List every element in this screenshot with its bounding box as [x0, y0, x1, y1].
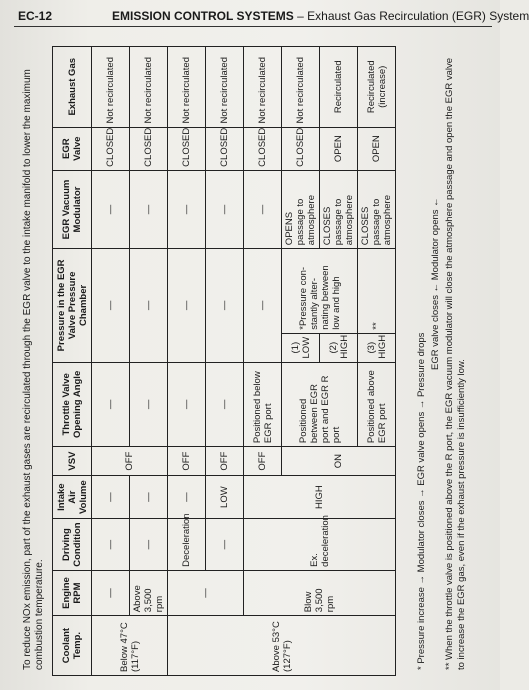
col-vsv: VSV — [53, 447, 92, 476]
cell-double-star: ** — [358, 249, 396, 334]
cell-dash: — — [92, 476, 130, 519]
cell-above-temp: Above 53°C (127°F) — [168, 616, 396, 676]
page-number: EC-12 — [18, 9, 53, 23]
cell-recirculated: Recirculated — [320, 47, 358, 128]
cell-egr-closed: CLOSED — [130, 127, 168, 170]
footnote-double-star: ** When the throttle valve is positioned above the R port, the EGR vacuum modulator will close the atmosphere passage and open the EGR valve to increase the EGR gas, even if the exhaust pressure is insufficiently low. — [444, 57, 467, 670]
section-title-main: EMISSION CONTROL SYSTEMS — [112, 9, 294, 23]
table-row — [244, 47, 282, 676]
intro-paragraph: To reduce NOx emission, part of the exhaust gases are recirculated through the EGR valve to the intake manifold to lower the maximum combustion temperature. — [22, 69, 45, 670]
cell-throttle-above: Positioned above EGR port — [358, 362, 396, 447]
cell-egr-closed: CLOSED — [168, 127, 206, 170]
cell-modulator-opens: OPENS passage to atmosphere — [282, 170, 320, 248]
col-engine-rpm: Engine RPM — [53, 570, 92, 615]
cell-not-recirculated: Not recirculated — [244, 47, 282, 128]
col-driving-condition: Driving Condition — [53, 519, 92, 571]
cell-egr-closed: CLOSED — [206, 127, 244, 170]
cell-dash: — — [130, 362, 168, 447]
cell-egr-open: OPEN — [320, 127, 358, 170]
table-row — [130, 47, 168, 676]
cell-recirculated-increase: Recirculated (increase) — [358, 47, 396, 128]
cell-deceleration: Deceleration — [168, 519, 206, 571]
cell-vsv-off: OFF — [244, 447, 282, 476]
col-intake-air-volume: Intake Air Volume — [53, 476, 92, 519]
cell-not-recirculated: Not recirculated — [92, 47, 130, 128]
cell-dash: — — [92, 570, 130, 615]
rotated-content — [20, 46, 478, 676]
cell-pressure-low: (1) LOW — [282, 333, 320, 362]
footnote-star-line1: * Pressure increase → Modulator closes → EGR valve opens → Pressure drops — [416, 332, 427, 670]
col-egr-valve: EGR Valve — [53, 127, 92, 170]
cell-below-rpm: Blow 3,500 rpm — [244, 570, 396, 615]
cell-throttle-below: Positioned below EGR port — [244, 362, 282, 447]
col-exhaust-gas: Exhaust Gas — [53, 47, 92, 128]
cell-not-recirculated: Not recirculated — [130, 47, 168, 128]
cell-dash: — — [92, 519, 130, 571]
cell-dash: — — [206, 519, 244, 571]
cell-vsv-off: OFF — [206, 447, 244, 476]
cell-not-recirculated: Not recirculated — [168, 47, 206, 128]
cell-pressure-high: (2) HIGH — [320, 333, 358, 362]
cell-vsv-off: OFF — [92, 447, 168, 476]
footnotes — [416, 54, 470, 670]
col-pressure-chamber: Pressure in the EGR Valve Pressure Chamber — [53, 249, 92, 362]
cell-intake-low: LOW — [206, 476, 244, 519]
cell-pressure-note: *Pressure con-stantly alter-nating between low and high — [282, 249, 358, 334]
page-header — [0, 0, 529, 30]
cell-dash: — — [168, 570, 244, 615]
cell-ex-deceleration: Ex. deceleration — [244, 519, 396, 571]
section-subtitle: – Exhaust Gas Recirculation (EGR) System — [293, 9, 529, 23]
cell-dash: — — [206, 249, 244, 362]
header-rule — [14, 26, 492, 27]
cell-dash: — — [130, 476, 168, 519]
cell-throttle-between: Positioned between EGR port and EGR R port — [282, 362, 358, 447]
cell-not-recirculated: Not recirculated — [206, 47, 244, 128]
cell-egr-closed: CLOSED — [244, 127, 282, 170]
cell-dash: — — [92, 170, 130, 248]
cell-dash: — — [206, 362, 244, 447]
cell-vsv-off: OFF — [168, 447, 206, 476]
cell-dash: — — [244, 170, 282, 248]
cell-egr-closed: CLOSED — [92, 127, 130, 170]
cell-pressure-high: (3) HIGH — [358, 333, 396, 362]
section-title — [112, 9, 529, 23]
cell-dash: — — [244, 249, 282, 362]
cell-dash: — — [92, 362, 130, 447]
cell-dash: — — [168, 170, 206, 248]
cell-dash: — — [92, 249, 130, 362]
cell-dash: — — [130, 170, 168, 248]
cell-egr-open: OPEN — [358, 127, 396, 170]
cell-above-rpm: Above 3,500 rpm — [130, 570, 168, 615]
cell-dash: — — [130, 249, 168, 362]
col-throttle-angle: Throttle Valve Opening Angle — [53, 362, 92, 447]
table-header-row — [53, 47, 92, 676]
col-coolant-temp: Coolant Temp. — [53, 616, 92, 676]
footnote-star-line2: EGR valve closes ← Modulator opens ← — [430, 197, 441, 370]
egr-operation-table — [52, 46, 396, 676]
table-row — [168, 47, 206, 676]
cell-dash: — — [206, 170, 244, 248]
cell-intake-high: HIGH — [244, 476, 396, 519]
cell-dash: — — [168, 476, 206, 519]
cell-vsv-on: ON — [282, 447, 396, 476]
cell-egr-closed: CLOSED — [282, 127, 320, 170]
col-vacuum-modulator: EGR Vacuum Modulator — [53, 170, 92, 248]
cell-not-recirculated: Not recirculated — [282, 47, 320, 128]
cell-modulator-closes: CLOSES passage to atmosphere — [358, 170, 396, 248]
cell-dash: — — [168, 362, 206, 447]
cell-dash: — — [130, 519, 168, 571]
cell-below-temp: Below 47°C (117°F) — [92, 616, 168, 676]
table-row — [92, 47, 130, 676]
cell-modulator-closes: CLOSES passage to atmosphere — [320, 170, 358, 248]
cell-dash: — — [168, 249, 206, 362]
